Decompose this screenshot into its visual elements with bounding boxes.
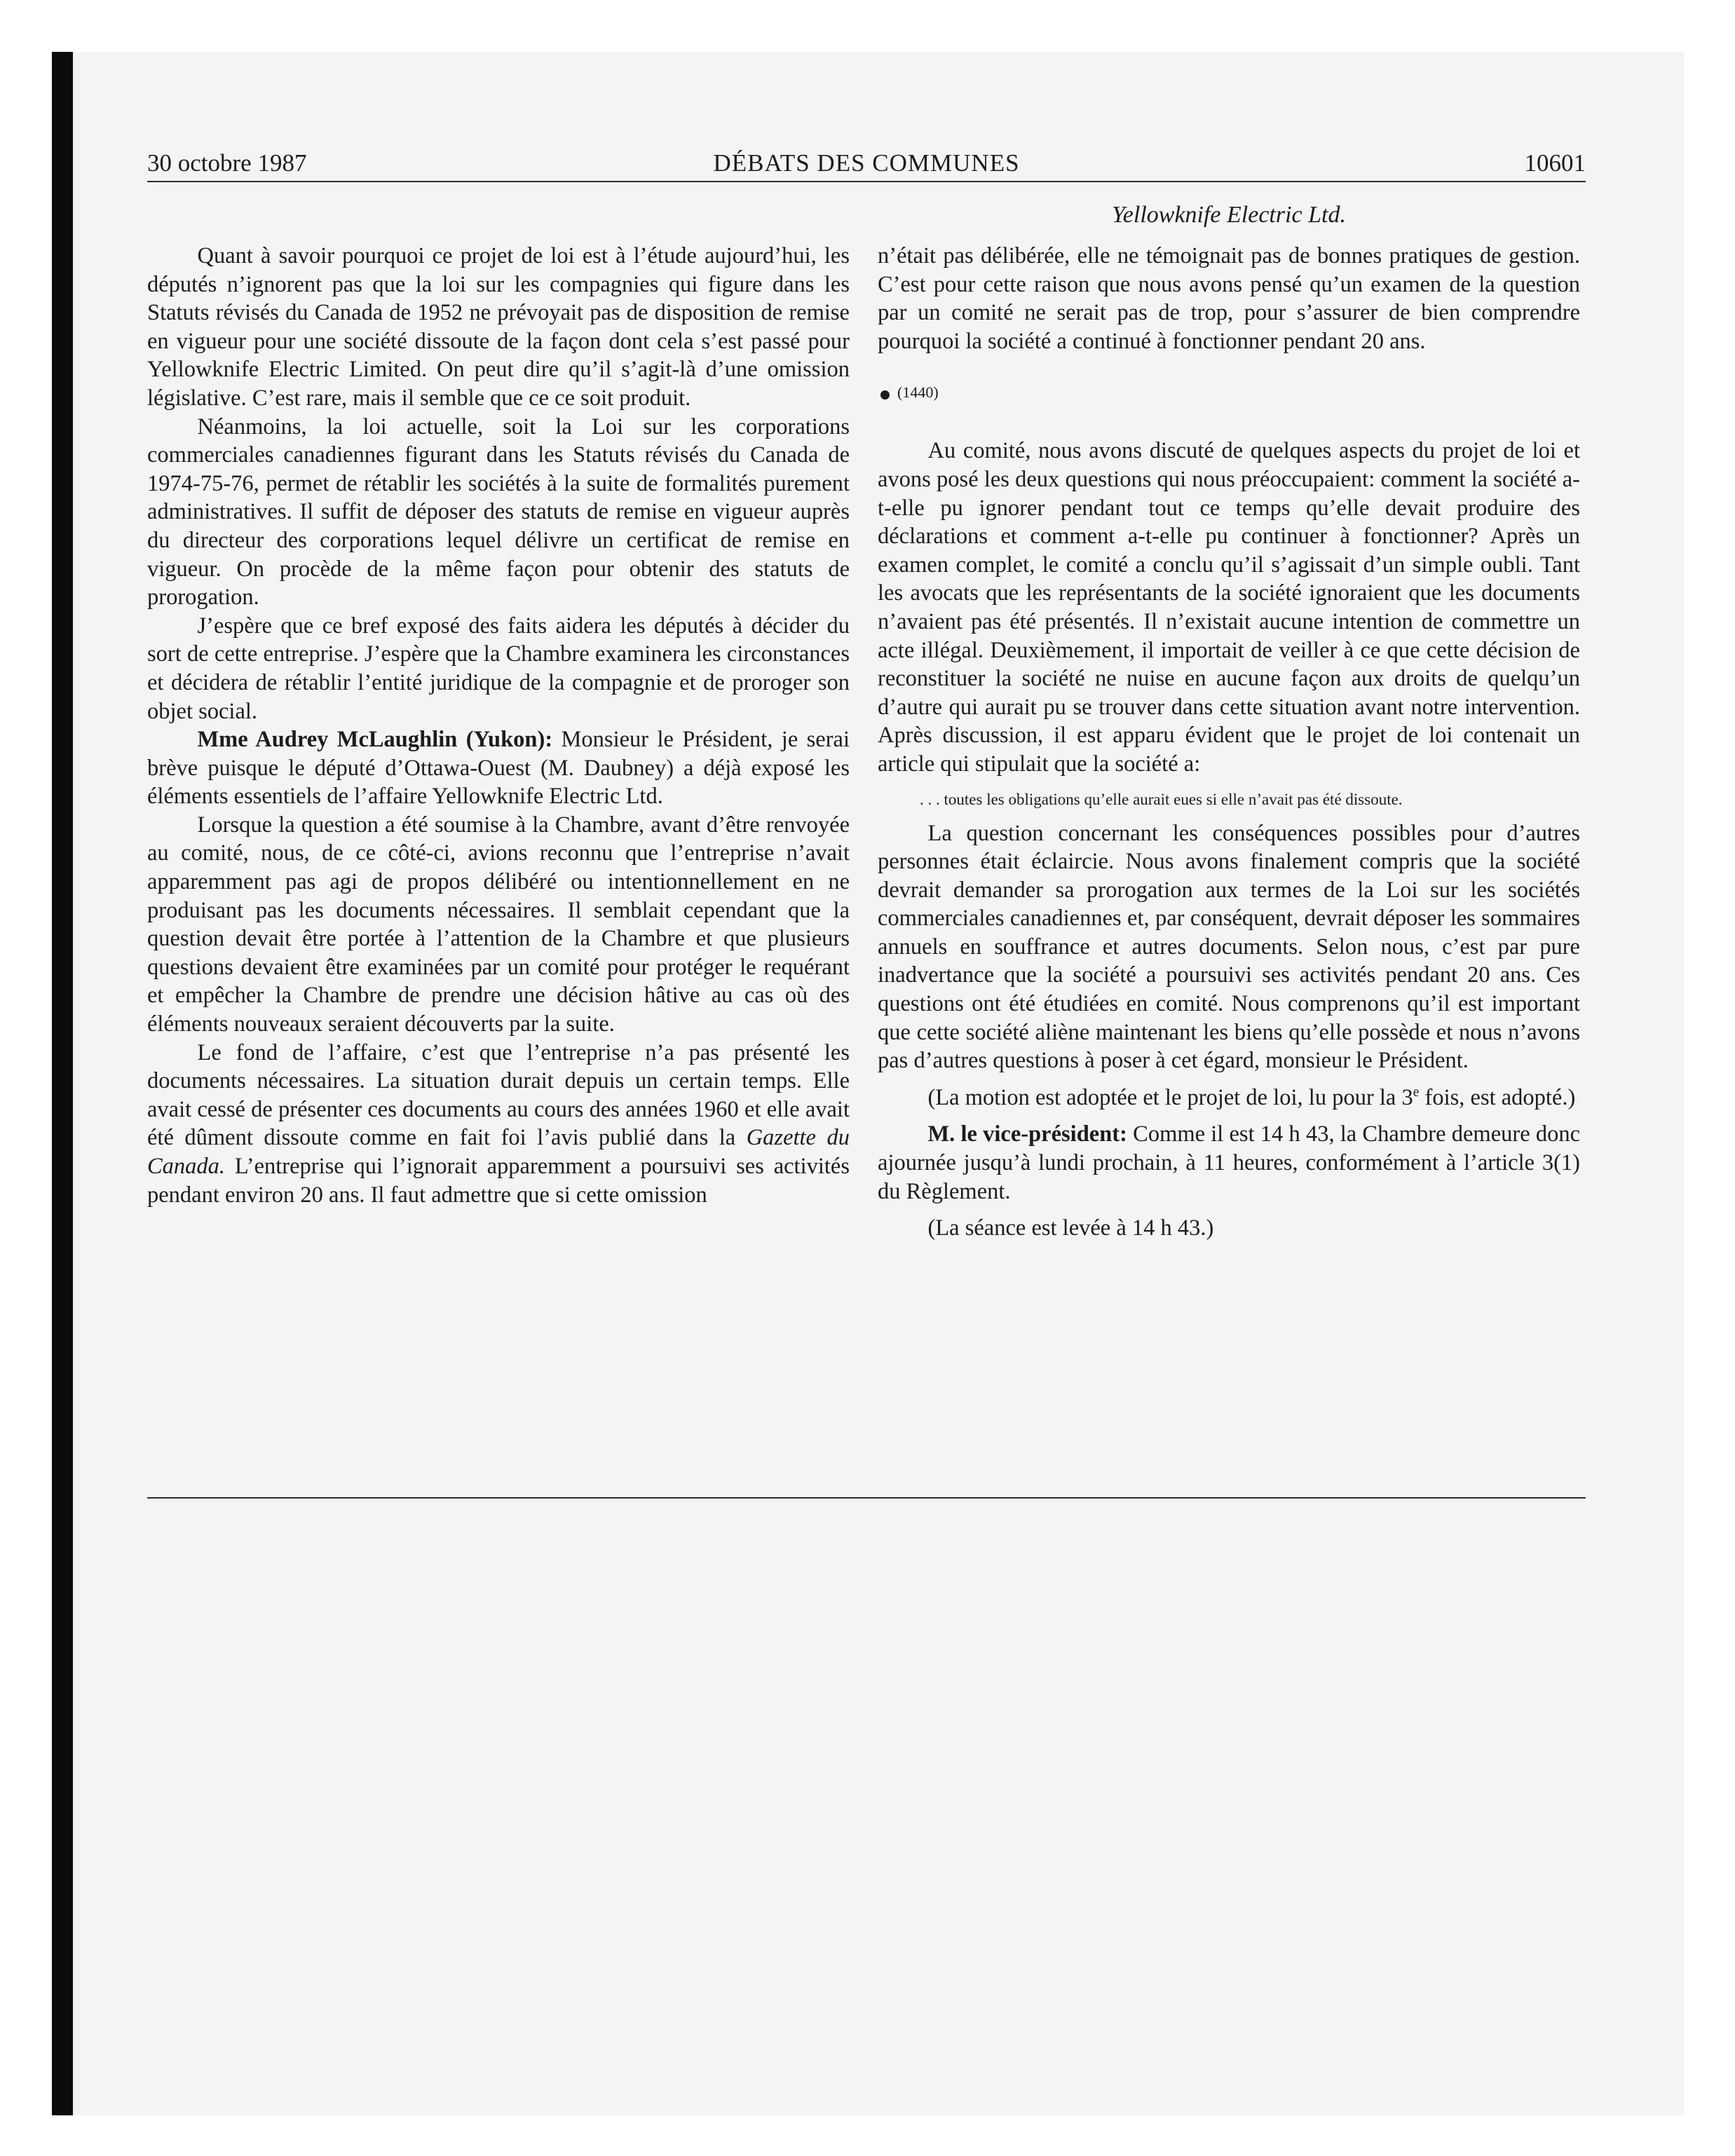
paragraph: La question concernant les conséquences possibles pour d’autres personnes était éclaircie. Nous avons finalement compris que la société devrait demander sa prorogation aux termes de la Loi sur les sociétés commerciales canadiennes et, par conséquent, devrait déposer les sommaires annuels en souffrance et autres documents. Selon nous, c’est par pure inadvertance que la société a poursuivi ses activités pendant 20 ans. Ces questions ont été étudiées en comité. Nous comprenons qu’il est important que cette société aliène maintenant les biens qu’elle possède et nous n’avons pas d’autres questions à poser à cet égard, monsieur le Président. <box>878 820 1580 1074</box>
paragraph-text: Le fond de l’affaire, c’est que l’entreprise n’a pas présenté les documents nécessaires. La situation durait depuis un certain temps. Elle avait cessé de présenter ces documents au cours des années 1960 et elle avait été dûment dissoute comme en fait foi l’avis publié dans la <box>147 1039 850 1151</box>
left-column <box>147 242 850 1209</box>
paragraph: Néanmoins, la loi actuelle, soit la Loi sur les corporations commerciales canadiennes figurant dans les Statuts révisés du Canada de 1974-75-76, permet de rétablir les sociétés à la suite de formalités purement administratives. Il suffit de déposer des statuts de remise en vigueur auprès du directeur des corporations lequel délivre un certificat de remise en vigueur. On procède de la même façon pour obtenir des statuts de prorogation. <box>147 414 850 610</box>
paragraph: Lorsque la question a été soumise à la Chambre, avant d’être renvoyée au comité, nous, de ce côté-ci, avions reconnu que l’entreprise n’avait apparemment pas agi de propos délibéré ou intentionnellement en ne produisant pas les documents nécessaires. Il semblait cependant que la question devait être portée à l’attention de la Chambre et que plusieurs questions devaient être examinées par un comité pour protéger le requérant et empêcher la Chambre de prendre une décision hâtive au cas où des éléments nouveaux seraient découverts par la suite. <box>147 812 850 1037</box>
speaker-paragraph <box>147 725 850 811</box>
paragraph: Au comité, nous avons discuté de quelques aspects du projet de loi et avons posé les deux questions qui nous préoccupaient: comment la société a-t-elle pu ignorer pendant tout ce temps qu’elle devait produire des déclarations et comment a-t-elle pu continuer à fonctionner? Après un examen complet, le comité a conclu qu’il s’agissait d’un simple oubli. Tant les avocats que les représentants de la société ignoraient que les documents n’avaient pas été présentés. Il n’existait aucune intention de commettre un acte illégal. Deuxièmement, il importait de veiller à ce que cette décision de reconstituer la société ne nuise en aucune façon aux droits de quelqu’un d’autre qui aurait pu se trouver dans cette situation avant notre intervention. Après discussion, il est apparu évident que le projet de loi contenait un article qui stipulait que la société a: <box>878 438 1580 777</box>
note-text: (La motion est adoptée et le projet de loi, lu pour la 3 <box>927 1084 1413 1110</box>
paragraph: Quant à savoir pourquoi ce projet de loi est à l’étude aujourd’hui, les députés n’ignorent pas que la loi sur les compagnies qui figure dans les Statuts révisés du Canada de 1952 ne prévoyait pas de disposition de remise en vigueur pour une société dissoute de la façon dont cela s’est passé pour Yellowknife Electric Limited. On peut dire qu’il s’agit-là d’une omission législative. C’est rare, mais il semble que ce ce soit produit. <box>147 243 850 411</box>
binding-edge <box>52 52 73 2115</box>
speech-text: Comme il est 14 h 43, la Chambre demeure donc ajournée jusqu’à lundi prochain, à 11 heures, conformément à l’article 3(1) du Règlement. <box>878 1121 1581 1204</box>
timestamp-marker <box>878 382 1580 406</box>
header-date: 30 octobre 1987 <box>147 149 307 177</box>
procedural-note <box>878 1084 1580 1112</box>
publication-title: Gazette du Canada. <box>147 1125 850 1179</box>
header-rule <box>147 181 1586 182</box>
block-quote: . . . toutes les obligations qu’elle aurait eues si elle n’avait pas été dissoute. <box>920 790 1403 808</box>
topic-caption: Yellowknife Electric Ltd. <box>1112 202 1346 228</box>
paragraph-text: L’entreprise qui l’ignorait apparemment a poursuivi ses activités pendant environ 20 ans. Il faut admettre que si cette omission <box>147 1154 850 1208</box>
paragraph <box>147 1039 850 1210</box>
speech-text: Monsieur le Président, je serai brève puisque le député d’Ottawa-Ouest (M. Daubney) a déjà exposé les éléments essentiels de l’affaire Yellowknife Electric Ltd. <box>147 727 850 810</box>
paragraph: J’espère que ce bref exposé des faits aidera les députés à décider du sort de cette entreprise. J’espère que la Chambre examinera les circonstances et décidera de rétablir l’entité juridique de la compagnie et de proroger son objet social. <box>147 613 850 724</box>
superscript: e <box>1413 1085 1420 1100</box>
timestamp: (1440) <box>897 383 939 402</box>
speaker-paragraph <box>878 1120 1580 1206</box>
bullet-icon <box>880 390 890 400</box>
paragraph-continued: n’était pas délibérée, elle ne témoignait pas de bonnes pratiques de gestion. C’est pour cette raison que nous avons pensé qu’un examen de la question par un comité ne serait pas de trop, pour s’assurer de bien comprendre pourquoi la société a continué à fonctionner pendant 20 ans. <box>878 243 1580 354</box>
speaker-name: Mme Audrey McLaughlin (Yukon): <box>197 727 553 753</box>
header-page-number: 10601 <box>1524 149 1586 177</box>
right-column <box>878 242 1580 1243</box>
speaker-name: M. le vice-président: <box>927 1121 1127 1147</box>
running-head <box>147 146 1586 181</box>
note-text: fois, est adopté.) <box>1419 1084 1576 1110</box>
header-title: DÉBATS DES COMMUNES <box>713 149 1020 177</box>
procedural-note: (La séance est levée à 14 h 43.) <box>927 1215 1214 1241</box>
bottom-rule <box>147 1497 1586 1499</box>
